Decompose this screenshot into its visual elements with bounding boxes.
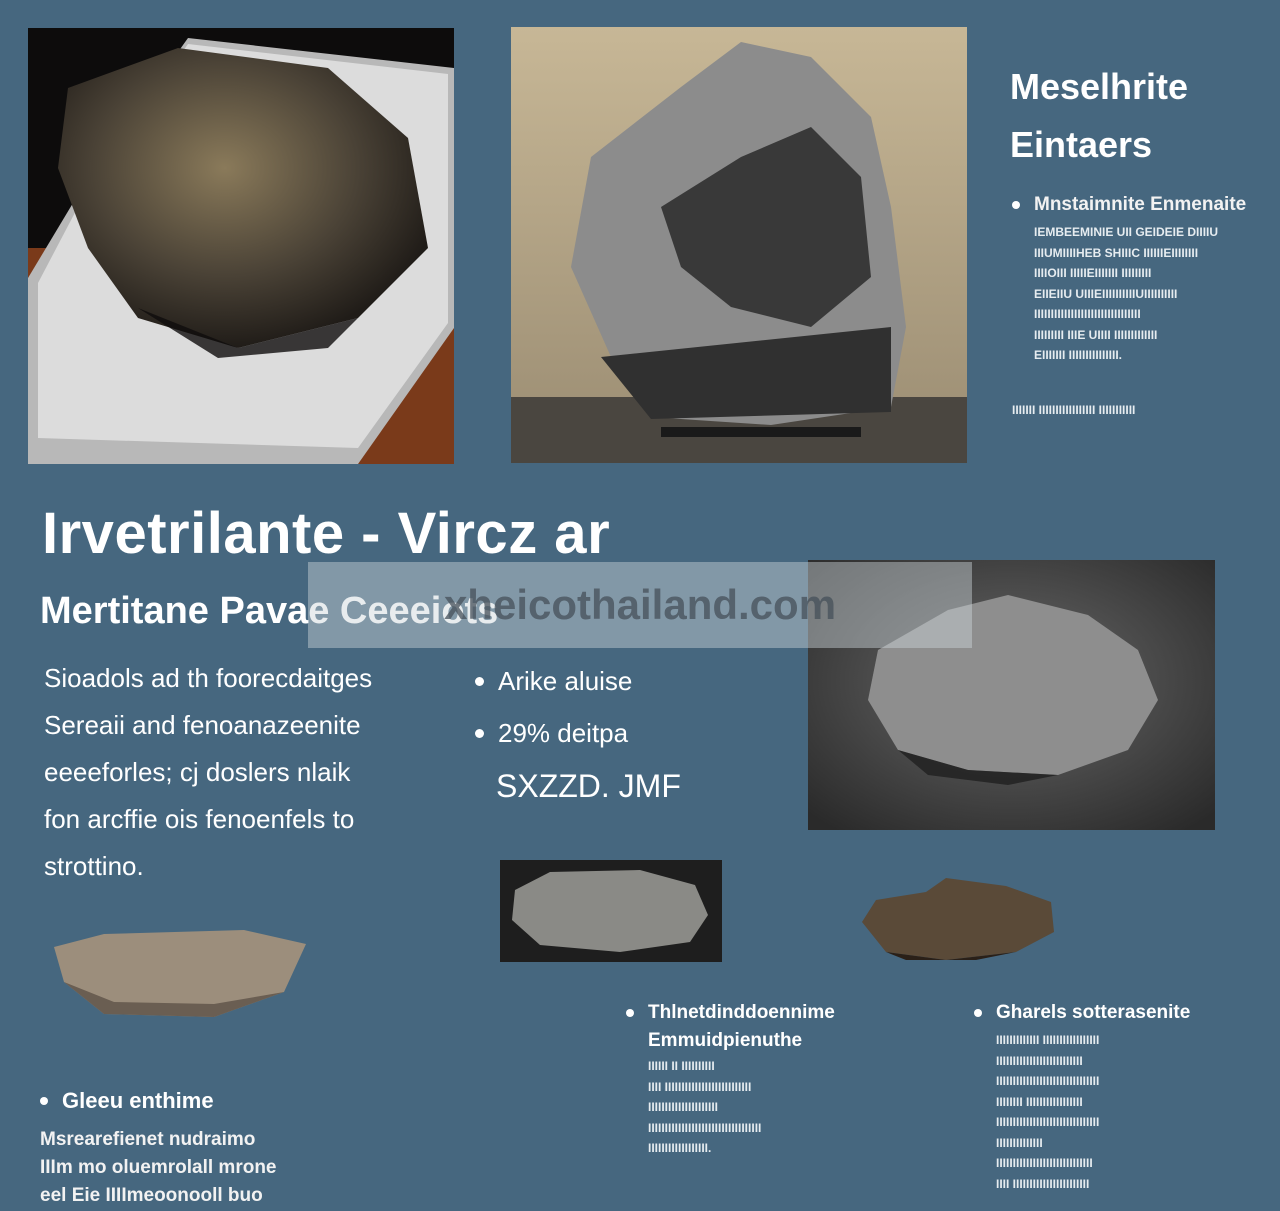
bottom-left-lines [40, 1126, 277, 1210]
bottom-left-line: Msrearefienet nudraimo [40, 1129, 256, 1150]
bottom-right-item [974, 1002, 1190, 1024]
bottom-right-line: IIIIIIIIIIIIIIIIIIIIIIIIII [996, 1053, 1083, 1068]
bottom-right-line: IIIIIIIIIIIIII [996, 1135, 1043, 1150]
bottom-left-line: IIIm mo oluemrolall mrone [40, 1157, 277, 1178]
bullet-dot-icon [475, 729, 484, 738]
meteorite-photo-2-image [511, 27, 967, 463]
mid-list [475, 655, 632, 759]
bottom-mid-line: IIIIIIIIIIIIIIIIII. [648, 1141, 712, 1155]
bottom-mid-heading-2: Emmuidpienuthe [648, 1030, 803, 1051]
bottom-mid-line: IIII IIIIIIIIIIIIIIIIIIIIIIIIII [648, 1079, 752, 1094]
intro-line: Sereaii and fenoanazeenite [44, 710, 361, 740]
side-bullet-lines [1034, 222, 1246, 366]
bottom-mid-lines [648, 1056, 835, 1159]
meteorite-slab-photo [44, 922, 310, 1022]
bullet-dot-icon [40, 1097, 48, 1105]
meteorite-photo-5 [856, 872, 1058, 966]
side-line: IIIIIIIII IIIE UIIII IIIIIIIIIIIII [1034, 327, 1158, 342]
side-panel-footer: IIIIIII IIIIIIIIIIIIIIIII IIIIIIIIIII [1012, 402, 1136, 417]
side-title-line-2: Eintaers [1010, 124, 1153, 165]
bottom-left-line: eel Eie IIIImeoonooll buo [40, 1185, 263, 1206]
bullet-dot-icon [475, 677, 484, 686]
mid-list-label: Arike aluise [498, 666, 633, 696]
side-panel-list [1012, 194, 1246, 420]
mid-list-item [475, 707, 632, 759]
bottom-left-heading: Gleeu enthime [62, 1088, 214, 1113]
side-bullet-heading: Mnstaimnite Enmenaite [1034, 194, 1247, 215]
bottom-right-line: IIIIIIIIIIIII IIIIIIIIIIIIIIIII [996, 1033, 1100, 1047]
side-line: EIIIIIII IIIIIIIIIIIIIII. [1034, 348, 1123, 362]
intro-line: Sioadols ad th foorecdaitges [44, 663, 373, 693]
meteorite-photo-4 [500, 860, 722, 962]
bottom-mid-section [626, 1002, 835, 1159]
intro-paragraph [44, 655, 372, 890]
side-line: IIIUMIIIIHEB SHIIIC IIIIIIEIIIIIIII [1034, 245, 1199, 260]
specimen-code: SXZZD. JMF [496, 768, 681, 804]
intro-line: eeeeforles; cj doslers nlaik [44, 757, 351, 787]
bottom-right-line: IIIIIIIIIIIIIIIIIIIIIIIIIIIIIII [996, 1115, 1100, 1129]
mid-list-item [475, 655, 632, 707]
bottom-right-line: IIIIIIIIIIIIIIIIIIIIIIIIIIIIIII [996, 1074, 1100, 1088]
meteorite-photo-1 [28, 28, 454, 464]
side-line: EIIEIIU UIIIEIIIIIIIIIIUIIIIIIIIII [1034, 286, 1178, 301]
meteorite-photo-1-image [28, 28, 454, 464]
mid-list-label: 29% deitpa [498, 718, 629, 748]
bottom-right-lines [996, 1030, 1190, 1194]
bullet-dot-icon [974, 1009, 982, 1017]
meteorite-photo-2 [511, 27, 967, 463]
side-line: IEMBEEMINIE UII GEIDEIE DIIIIU [1034, 225, 1219, 239]
bottom-right-line: IIIIIIIIIIIIIIIIIIIIIIIIIIIII [996, 1156, 1093, 1170]
side-title-line-1: Meselhrite [1010, 66, 1189, 107]
bullet-dot-icon [626, 1009, 634, 1017]
bottom-right-section [974, 1002, 1190, 1194]
bottom-right-line: IIIIIIII IIIIIIIIIIIIIIIII [996, 1094, 1083, 1109]
bottom-mid-item [626, 1002, 835, 1024]
meteorite-photo-5-image [856, 872, 1058, 966]
meteorite-slab-image [44, 922, 310, 1022]
intro-line: fon arcffie ois fenoenfels to [44, 804, 355, 834]
side-bullet-item [1012, 194, 1246, 216]
bottom-mid-line: IIIIIIIIIIIIIIIIIIIII [648, 1100, 719, 1114]
bottom-mid-heading: Thlnetdinddoennime [648, 1002, 835, 1023]
page-title: Irvetrilante - Vircz ar [42, 501, 611, 566]
bottom-right-heading: Gharels sotterasenite [996, 1002, 1191, 1023]
bottom-right-line: IIII IIIIIIIIIIIIIIIIIIIIIII [996, 1176, 1090, 1191]
bottom-left-item [40, 1088, 277, 1114]
bottom-left-section [40, 1088, 277, 1210]
watermark: xheicothailand.com [308, 562, 972, 648]
bottom-mid-line: IIIIII II IIIIIIIIII [648, 1059, 715, 1073]
page-subtitle: Mertitane Pavae Ceeeiots [40, 590, 499, 632]
side-panel-title [1010, 58, 1188, 174]
side-line: IIIIIIIIIIIIIIIIIIIIIIIIIIIIIIII [1034, 307, 1141, 321]
bullet-dot-icon [1012, 201, 1020, 209]
side-line: IIIIOIII IIIIIEIIIIIII IIIIIIIII [1034, 266, 1152, 280]
intro-line: strottino. [44, 851, 144, 881]
meteorite-photo-4-image [500, 860, 722, 962]
bottom-mid-line: IIIIIIIIIIIIIIIIIIIIIIIIIIIIIIIIII [648, 1120, 762, 1135]
